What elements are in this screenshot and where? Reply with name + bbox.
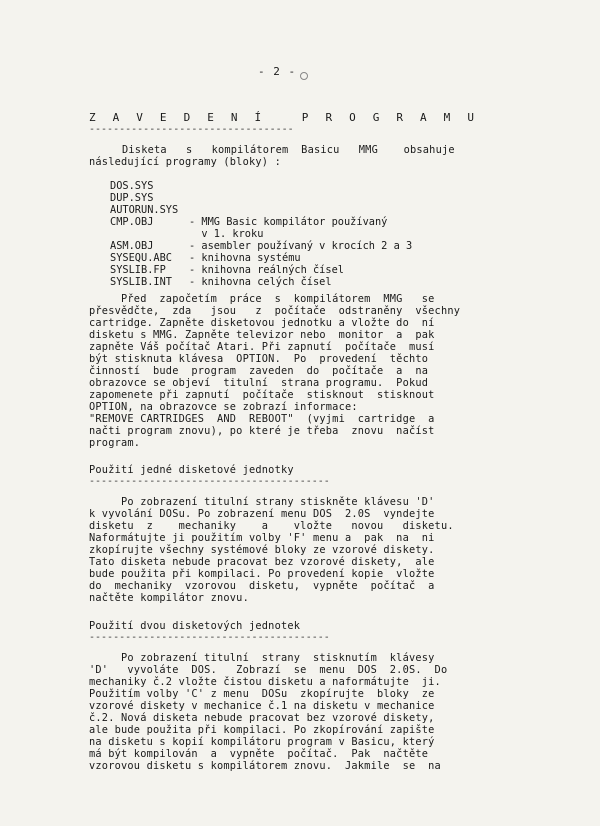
text-line: k vyvolání DOSu. Po zobrazení menu DOS 2.0S vyndejte	[89, 508, 435, 520]
punch-mark	[300, 72, 308, 80]
text-line: disketu s MMG. Zapněte televizor nebo monitor a pak	[89, 329, 435, 341]
text-line: vzorové diskety v mechanice č.1 na disketu v mechanice	[89, 700, 435, 712]
file-name: SYSLIB.INT	[110, 276, 172, 288]
text-line: mechaniky č.2 vložte čistou disketu a naformátujte ji.	[89, 676, 441, 688]
text-line: zapomenete při zapnutí počítače stisknout stisknout	[89, 389, 435, 401]
file-name: SYSEQU.ABC	[110, 252, 172, 264]
text-line: program.	[89, 437, 141, 449]
text-line: ale bude použita při kompilaci. Po zkopírování zapište	[89, 724, 435, 736]
text-line: disketu z mechaniky a vložte novou disketu.	[89, 520, 454, 532]
intro-line-2: následující programy (bloky) :	[89, 156, 281, 168]
text-line: Po zobrazení titulní strany stisknutím klávesy	[89, 652, 435, 664]
text-line: Po zobrazení titulní strany stiskněte klávesu 'D'	[89, 496, 435, 508]
file-name: DUP.SYS	[110, 192, 154, 204]
text-line: činností bude program zaveden do počítače a na	[89, 365, 429, 377]
file-name: SYSLIB.FP	[110, 264, 166, 276]
file-name: AUTORUN.SYS	[110, 204, 179, 216]
text-line: bude použita při kompilaci. Po provedení kopie vložte	[89, 568, 435, 580]
text-line: Tato disketa nebude pracovat bez vzorové diskety, ale	[89, 556, 435, 568]
text-line: na disketu s kopií kompilátoru program v Basicu, který	[89, 736, 435, 748]
text-line: cartridge. Zapněte disketovou jednotku a vložte do ní	[89, 317, 435, 329]
section-title: Z A V E D E N Í P R O G R A M U	[89, 111, 480, 124]
text-line: přesvědčte, zda jsou z počítače odstraněny všechny	[89, 305, 461, 317]
section-heading-single-drive: Použití jedné disketové jednotky	[89, 464, 294, 476]
page-number: - 2 -	[258, 65, 297, 78]
file-description: - knihovna celých čísel	[189, 276, 332, 288]
text-line: zkopírujte všechny systémové bloky ze vzorové diskety.	[89, 544, 435, 556]
text-line: Použitím volby 'C' z menu DOSu zkopírujte bloky ze	[89, 688, 435, 700]
text-line: načti program znovu), po které je třeba znovu načíst	[89, 425, 435, 437]
text-line: má být kompilován a vypněte počítač. Pak načtěte	[89, 748, 429, 760]
file-name: DOS.SYS	[110, 180, 154, 192]
text-line: zapněte Váš počítač Atari. Při zapnutí počítače musí	[89, 341, 435, 353]
file-description: - knihovna systému	[189, 252, 301, 264]
title-underline: ----------------------------------	[89, 125, 294, 135]
text-line: obrazovce se objeví titulní strana programu. Pokud	[89, 377, 429, 389]
text-line: Před započetím práce s kompilátorem MMG se	[89, 293, 435, 305]
file-description: - MMG Basic kompilátor používaný	[189, 216, 388, 228]
section-heading-two-drives: Použití dvou disketových jednotek	[89, 620, 301, 632]
file-description: v 1. kroku	[189, 228, 264, 240]
text-line: být stisknuta klávesa OPTION. Po provedení těchto	[89, 353, 429, 365]
text-line: Naformátujte ji použitím volby 'F' menu a pak na ni	[89, 532, 435, 544]
text-line: do mechaniky vzorovou disketu, vypněte počítač a	[89, 580, 435, 592]
file-name: CMP.OBJ	[110, 216, 154, 228]
intro-line-1: Disketa s kompilátorem Basicu MMG obsahuje	[122, 144, 455, 156]
text-line: č.2. Nová disketa nebude pracovat bez vzorové diskety,	[89, 712, 435, 724]
text-line: OPTION, na obrazovce se zobrazí informace:	[89, 401, 358, 413]
file-name: ASM.OBJ	[110, 240, 154, 252]
file-description: - knihovna reálných čísel	[189, 264, 344, 276]
text-line: "REMOVE CARTRIDGES AND REBOOT" (vyjmi cartridge a	[89, 413, 435, 425]
section-underline: ----------------------------------------	[89, 633, 330, 643]
section-underline: ----------------------------------------	[89, 477, 330, 487]
file-description: - asembler používaný v krocích 2 a 3	[189, 240, 413, 252]
text-line: vzorovou disketu s kompilátorem znovu. Jakmile se na	[89, 760, 441, 772]
text-line: načtěte kompilátor znovu.	[89, 592, 249, 604]
text-line: 'D' vyvoláte DOS. Zobrazí se menu DOS 2.0S. Do	[89, 664, 448, 676]
